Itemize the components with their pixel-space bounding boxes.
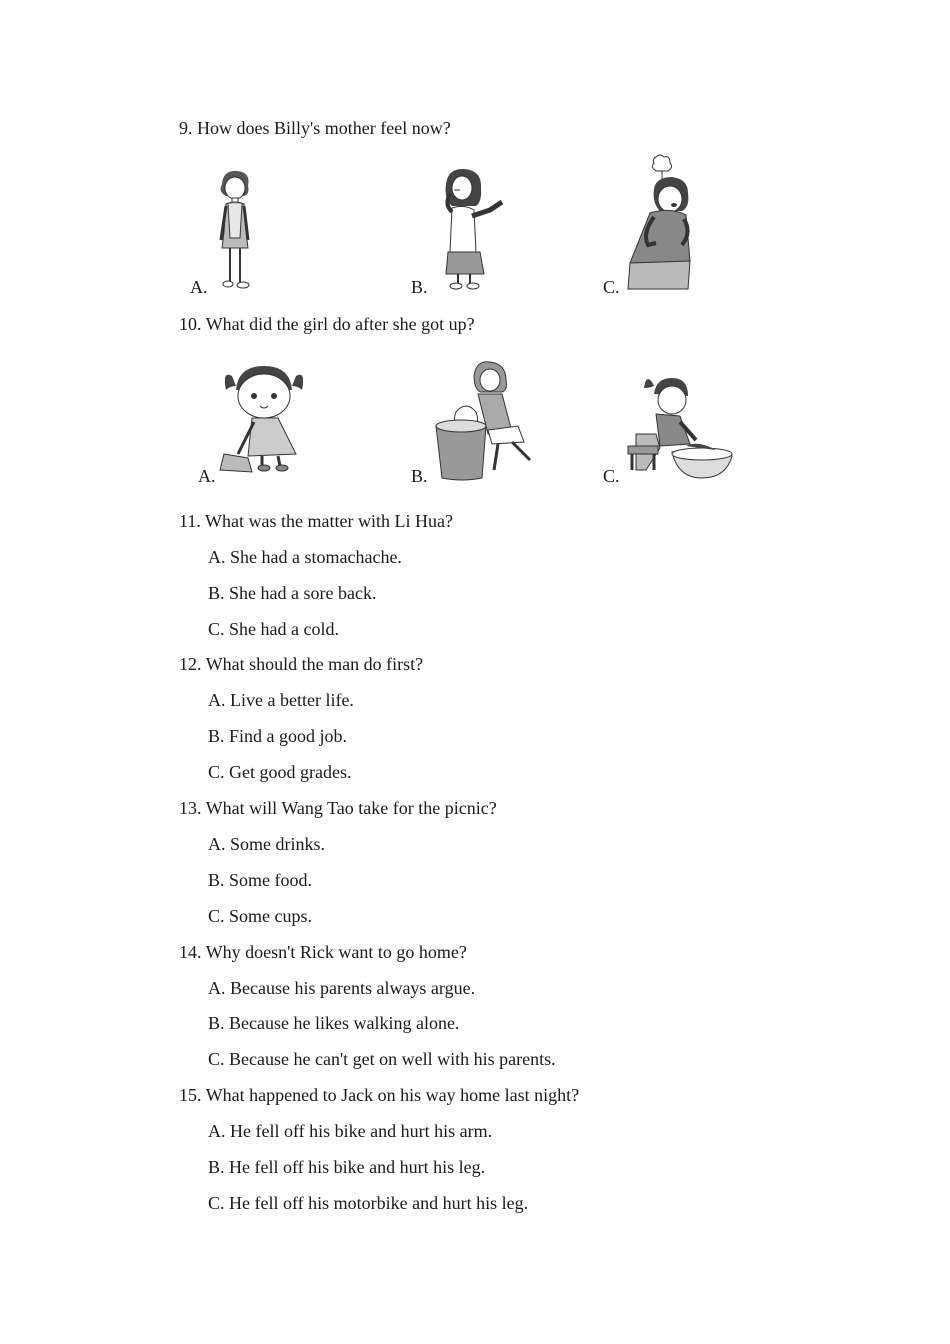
question-text: What will Wang Tao take for the picnic? — [205, 798, 497, 818]
option-label: B. — [411, 277, 428, 297]
option-b[interactable]: B. Because he likes walking alone. — [208, 1013, 460, 1033]
option-a[interactable]: A. Because his parents always argue. — [208, 978, 476, 998]
option-b[interactable]: B. He fell off his bike and hurt his leg. — [208, 1157, 486, 1177]
woman-crying-icon[interactable] — [436, 166, 508, 292]
question-number: 10. — [179, 314, 202, 334]
calm-woman-standing-icon[interactable] — [210, 168, 260, 290]
option-label: C. — [603, 277, 620, 297]
option-label: B. — [411, 466, 428, 486]
option-c[interactable]: C. Because he can't get on well with his parents. — [208, 1049, 556, 1069]
girl-sweeping-icon[interactable] — [218, 362, 310, 474]
option-c[interactable]: C. Get good grades. — [208, 762, 352, 782]
option-label: A. — [198, 466, 216, 486]
option-a[interactable]: A. Some drinks. — [208, 834, 325, 854]
question-number: 11. — [179, 511, 201, 531]
question-11 — [179, 510, 453, 532]
angry-woman-steaming-icon[interactable] — [626, 153, 694, 291]
question-text: What happened to Jack on his way home last night? — [205, 1085, 580, 1105]
question-12 — [179, 653, 423, 675]
question-number: 9. — [179, 118, 193, 138]
option-c[interactable]: C. She had a cold. — [208, 619, 339, 639]
question-number: 12. — [179, 654, 202, 674]
option-label: A. — [190, 277, 208, 297]
option-c[interactable]: C. Some cups. — [208, 906, 313, 926]
option-c[interactable]: C. He fell off his motorbike and hurt his leg. — [208, 1193, 529, 1213]
question-13 — [179, 797, 497, 819]
girl-washing-clothes-icon[interactable] — [626, 374, 734, 482]
question-number: 15. — [179, 1085, 202, 1105]
question-9 — [179, 117, 451, 139]
option-a[interactable]: A. She had a stomachache. — [208, 547, 402, 567]
option-a[interactable]: A. He fell off his bike and hurt his arm. — [208, 1121, 493, 1141]
question-text: What was the matter with Li Hua? — [205, 511, 453, 531]
question-number: 14. — [179, 942, 202, 962]
option-a[interactable]: A. Live a better life. — [208, 690, 354, 710]
question-text: What should the man do first? — [205, 654, 424, 674]
option-b[interactable]: B. Find a good job. — [208, 726, 348, 746]
question-text: Why doesn't Rick want to go home? — [205, 942, 467, 962]
question-text: How does Billy's mother feel now? — [197, 118, 451, 138]
girl-taking-out-trash-icon[interactable] — [432, 360, 540, 482]
question-10 — [179, 313, 475, 335]
question-number: 13. — [179, 798, 202, 818]
question-text: What did the girl do after she got up? — [205, 314, 475, 334]
question-14 — [179, 941, 467, 963]
option-b[interactable]: B. Some food. — [208, 870, 313, 890]
option-b[interactable]: B. She had a sore back. — [208, 583, 377, 603]
question-15 — [179, 1084, 579, 1106]
option-label: C. — [603, 466, 620, 486]
